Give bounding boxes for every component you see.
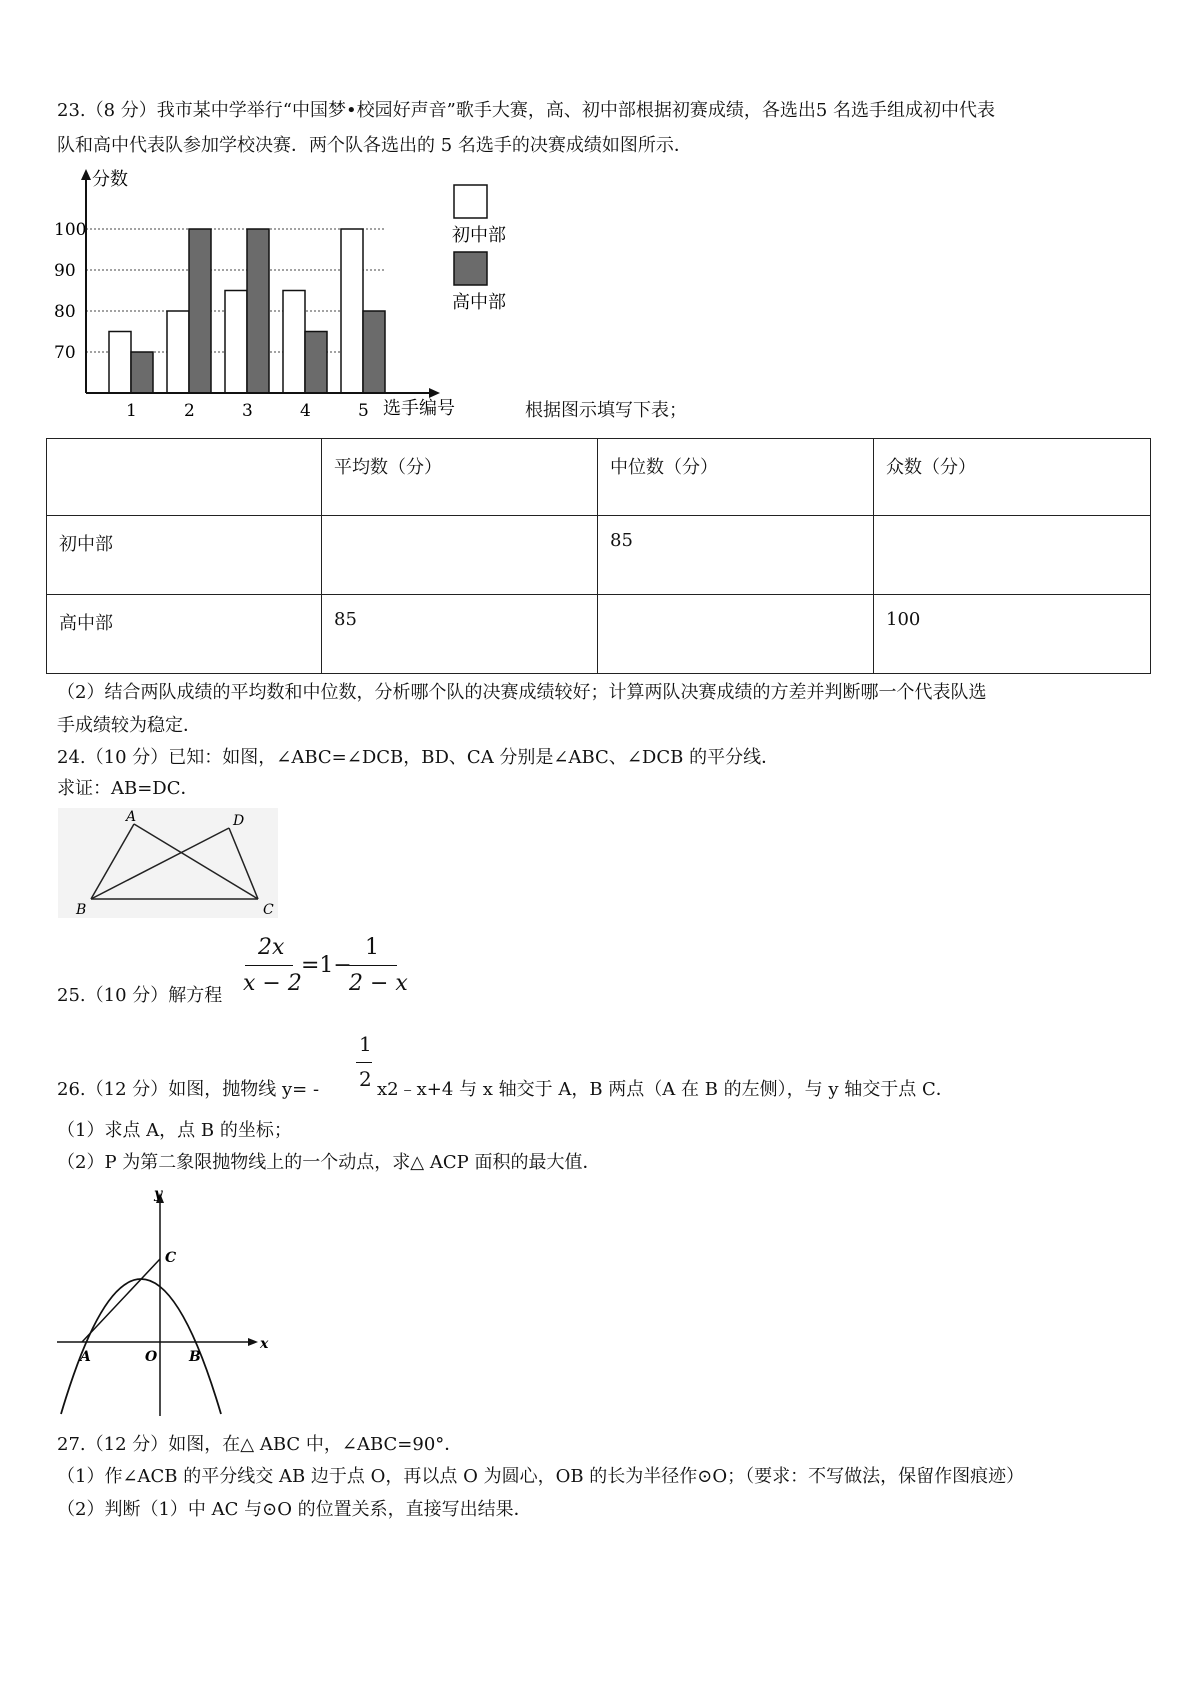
fraction-1-bar [245,965,293,966]
score-bar-chart [50,165,530,420]
legend-swatch-junior [454,185,487,218]
table-header-cell: 众数（分） [874,439,1151,516]
axis-label-y: y [154,1188,163,1202]
x-tick-label: 5 [358,401,369,420]
table-cell: 100 [874,595,1151,674]
q23-fill-instruction: 根据图示填写下表； [525,400,687,421]
q24-line2: 求证：AB=DC． [57,778,199,799]
q26-line1-b: x2﹣x+4 与 x 轴交于 A，B 两点（A 在 B 的左侧），与 y 轴交于点 C． [377,1079,954,1100]
fraction-1-denominator: x − 2 [243,971,302,996]
legend-swatch-senior [454,252,487,285]
fraction-denominator: 2 [359,1067,372,1091]
x-axis-arrow [429,388,440,398]
q23-part2-line1: （2）结合两队成绩的平均数和中位数，分析哪个队的决赛成绩较好；计算两队决赛成绩的方差并判断哪一个代表队选 [57,682,987,703]
q26-part2: （2）P 为第二象限抛物线上的一个动点，求△ ACP 面积的最大值． [57,1152,601,1173]
table-header-cell: 中位数（分） [598,439,874,516]
x-axis-arrow [248,1338,258,1346]
point-label-c: C [263,902,274,918]
q24-figure [58,808,278,918]
table-cell: 85 [598,516,874,595]
legend-label-senior: 高中部 [452,292,506,313]
bar-junior [167,311,189,393]
y-tick-label: 80 [54,302,76,322]
fraction-bar [356,1062,372,1063]
q25-equation [243,935,413,1005]
y-tick-label: 100 [54,220,87,240]
score-table [46,438,1151,674]
bar-junior [225,291,247,394]
q24-line1: 24.（10 分）已知：如图，∠ABC=∠DCB，BD、CA 分别是∠ABC、∠DCB 的平分线． [57,747,780,768]
table-row [47,516,1151,595]
bar-senior [189,229,211,393]
table-cell [874,516,1151,595]
q26-fraction [355,1032,375,1092]
table-cell: 高中部 [47,595,322,674]
legend-label-junior: 初中部 [452,225,506,246]
point-label-c: C [165,1250,177,1266]
point-label-o: O [145,1349,158,1365]
table-cell [598,595,874,674]
bar-junior [109,332,131,394]
table-cell: 85 [322,595,598,674]
x-tick-label: 2 [184,401,195,420]
table-header-cell [47,439,322,516]
table-cell [322,516,598,595]
q26-part1: （1）求点 A，点 B 的坐标； [57,1120,292,1141]
bar-senior [363,311,385,393]
q23-part2-line2: 手成绩较为稳定． [57,715,201,736]
fraction-numerator: 1 [359,1032,372,1056]
point-label-b: B [76,902,87,918]
figure-background [58,808,278,918]
table-row [47,595,1151,674]
point-label-d: D [233,813,245,829]
q27-line1: 27.（12 分）如图，在△ ABC 中，∠ABC=90°． [57,1434,463,1455]
point-label-b: B [189,1349,201,1365]
table-cell: 初中部 [47,516,322,595]
bar-junior [283,291,305,394]
table-header-row [47,439,1151,516]
bar-senior [131,352,153,393]
equation-equals: =1− [301,953,352,978]
y-tick-label: 70 [54,343,76,363]
y-tick-label: 90 [54,261,76,281]
fraction-1-numerator: 2x [258,935,285,960]
fraction-2-numerator: 1 [365,935,379,960]
point-label-a: A [126,809,137,825]
axis-label-x: x [260,1336,269,1352]
fraction-2-bar [349,965,397,966]
y-axis-arrow [81,169,91,180]
q26-parabola-figure [55,1188,275,1418]
x-tick-label: 1 [126,401,137,420]
x-tick-label: 3 [242,401,253,420]
q23-intro-line1: 23.（8 分）我市某中学举行“中国梦•校园好声音”歌手大赛，高、初中部根据初赛成绩，各选出5 名选手组成初中代表 [57,100,995,121]
segment-ac [82,1259,160,1342]
q25-prefix: 25.（10 分）解方程 [57,985,223,1006]
q23-intro-line2: 队和高中代表队参加学校决赛．两个队各选出的 5 名选手的决赛成绩如图所示． [57,135,692,156]
q26-line1-a: 26.（12 分）如图，抛物线 y= - [57,1079,320,1100]
x-axis-label: 选手编号 [383,398,455,419]
bar-senior [305,332,327,394]
point-label-a: A [80,1349,91,1365]
y-axis-label: 分数 [92,169,128,190]
bar-senior [247,229,269,393]
table-header-cell: 平均数（分） [322,439,598,516]
q27-part2: （2）判断（1）中 AC 与⊙O 的位置关系，直接写出结果． [57,1499,532,1520]
parabola-curve [61,1279,221,1414]
q27-part1: （1）作∠ACB 的平分线交 AB 边于点 O，再以点 O 为圆心，OB 的长为半径作⊙O；（要求：不写做法，保留作图痕迹） [57,1466,1025,1487]
fraction-2-denominator: 2 − x [349,971,408,996]
bar-junior [341,229,363,393]
x-tick-label: 4 [300,401,311,420]
